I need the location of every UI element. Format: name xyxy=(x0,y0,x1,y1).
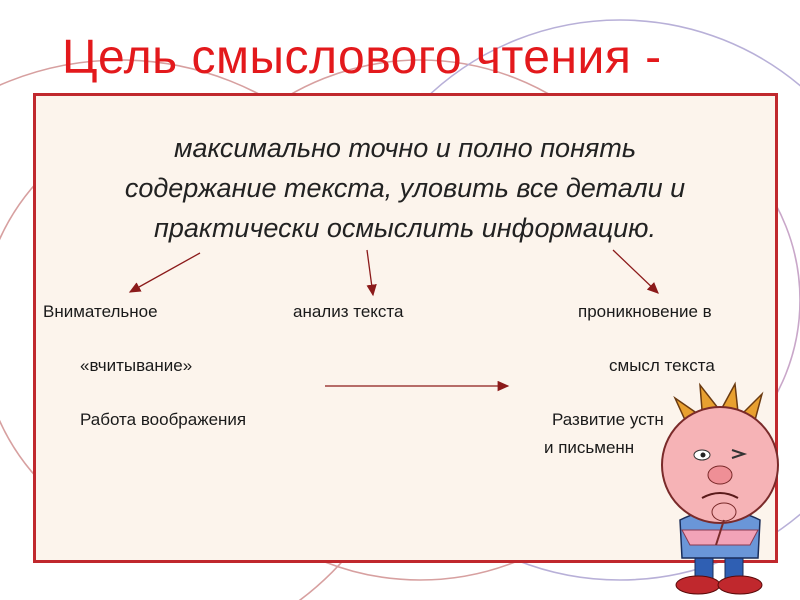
label-development: Развитие устн xyxy=(552,410,664,429)
label-imagination: Работа воображения xyxy=(80,410,247,429)
thinking-boy-clipart-icon xyxy=(640,380,800,600)
label-meaning: смысл текста xyxy=(609,356,715,375)
label-reading-in: «вчитывание» xyxy=(80,356,193,375)
label-attentive: Внимательное xyxy=(43,302,158,321)
arrow-left xyxy=(130,253,200,292)
arrow-right xyxy=(613,250,658,293)
definition-line: максимально точно и полно понять xyxy=(173,133,637,163)
label-written: и письменн xyxy=(544,438,635,457)
label-penetration: проникновение в xyxy=(578,302,712,321)
arrow-center xyxy=(367,250,373,295)
definition-line: содержание текста, уловить все детали и xyxy=(124,173,686,203)
slide-title: Цель смыслового чтения - xyxy=(62,31,662,84)
definition-line: практически осмыслить информацию. xyxy=(154,213,656,243)
label-analysis: анализ текста xyxy=(293,302,404,321)
